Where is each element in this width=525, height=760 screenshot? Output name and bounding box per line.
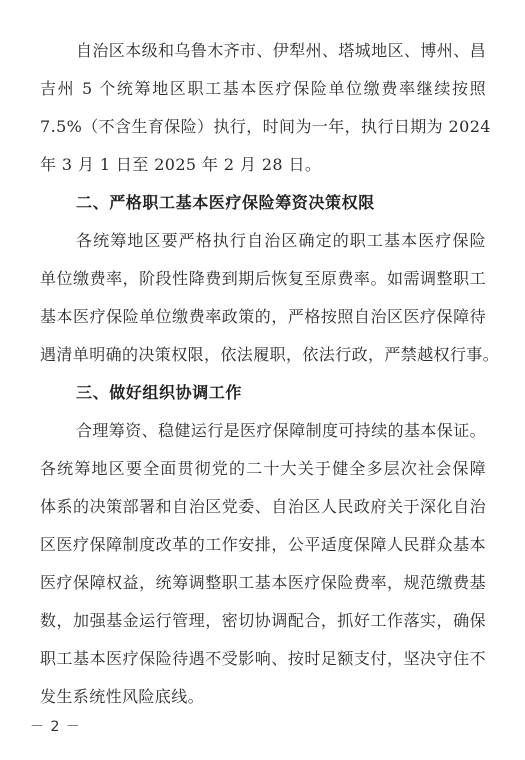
section-2-line-3: 基本医疗保险单位缴费率政策的，严格按照自治区医疗保障待 [40, 307, 486, 326]
section-3-line-1: 合理筹资、稳健运行是医疗保障制度可持续的基本保证。 [76, 421, 487, 440]
page-number: － 2 － [30, 719, 81, 735]
section-3-line-3: 体系的决策部署和自治区党委、自治区人民政府关于深化自治 [40, 497, 486, 516]
section-3-line-5: 医疗保障权益，统筹调整职工基本医疗保险费率，规范缴费基 [40, 573, 486, 592]
section-2-line-2: 单位缴费率，阶段性降费到期后恢复至原费率。如需调整职工 [40, 269, 486, 288]
paragraph-1-line-3: 7.5%（不含生育保险）执行，时间为一年，执行日期为 2024 [40, 117, 491, 136]
paragraph-1-line-2: 吉州 5 个统筹地区职工基本医疗保险单位缴费率继续按照 [40, 79, 486, 98]
section-3-line-7: 职工基本医疗保险待遇不受影响、按时足额支付，坚决守住不 [40, 649, 486, 668]
section-2-line-4: 遇清单明确的决策权限，依法履职，依法行政，严禁越权行事。 [40, 345, 500, 364]
paragraph-1-line-4: 年 3 月 1 日至 2025 年 2 月 28 日。 [40, 155, 322, 174]
section-3-heading: 三、做好组织协调工作 [76, 383, 243, 402]
section-2-line-1: 各统筹地区要严格执行自治区确定的职工基本医疗保险 [76, 231, 486, 250]
section-3-line-8: 发生系统性风险底线。 [40, 687, 205, 706]
paragraph-1-line-1: 自治区本级和乌鲁木齐市、伊犁州、塔城地区、博州、昌 [76, 41, 487, 60]
section-3-line-6: 数，加强基金运行管理，密切协调配合，抓好工作落实，确保 [40, 611, 486, 630]
section-2-heading: 二、严格职工基本医疗保险筹资决策权限 [76, 193, 375, 212]
section-3-line-2: 各统筹地区要全面贯彻党的二十大关于健全多层次社会保障 [40, 459, 486, 478]
section-3-line-4: 区医疗保障制度改革的工作安排，公平适度保障人民群众基本 [40, 535, 486, 554]
